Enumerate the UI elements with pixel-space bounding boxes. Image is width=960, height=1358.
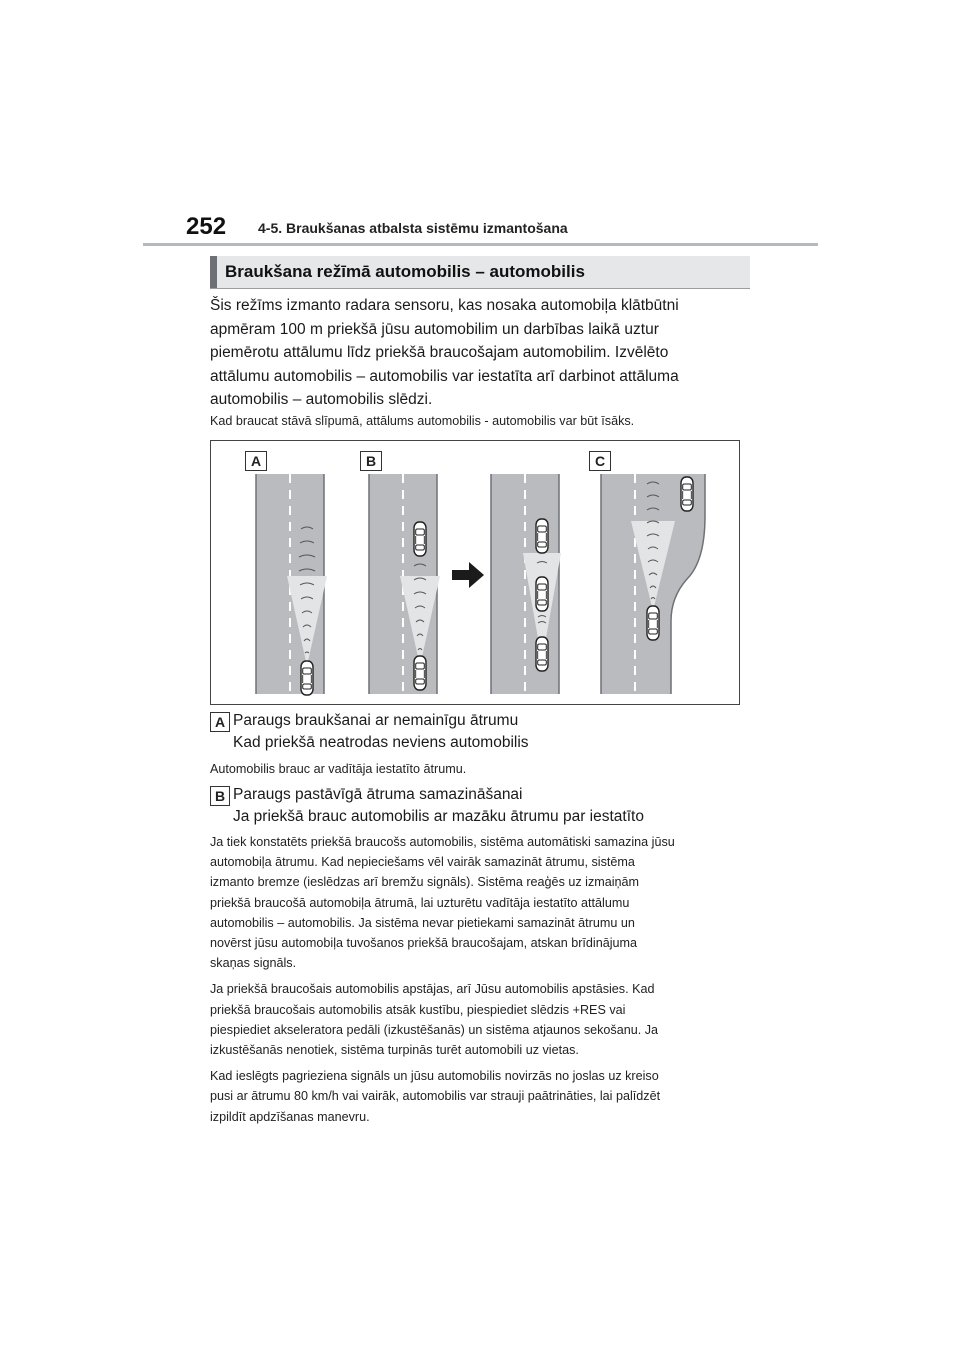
slope-note: Kad braucat stāvā slīpumā, attālums automobilis - automobilis var būt īsāks. [210,414,635,428]
item-a-description: Automobilis brauc ar vadītāja iestatīto ātrumu. [210,762,467,776]
item-b-badge: B [210,786,230,806]
road-a [256,474,327,695]
text-line: izmanto bremze (ieslēdzas arī bremžu signāls). Sistēma reaģēs uz izmaiņām [210,875,640,890]
text-line: automobilis – automobilis. Ja sistēma nevar pietiekami samazināt ātrumu un [210,915,635,930]
section-heading-bar [210,256,750,289]
item-b-paragraph-3 [210,1066,750,1127]
item-a-badge: A [210,712,230,732]
text-line: Ja tiek konstatēts priekšā braucošs automobilis, sistēma automātiski samazina jūsu [210,835,675,849]
text-line: novērst jūsu automobiļa tuvošanos priekšā braucošajam, atskan brīdinājuma [210,936,638,951]
own-car-icon [536,577,548,611]
page-number: 252 [186,213,227,240]
text-line: piespiediet akseleratora pedāli (izkustēšanās) un sistēma atjaunos sekošanu. Ja [210,1022,659,1037]
section-title: Braukšana režīmā automobilis – automobilis [225,262,585,281]
item-b-title: Paraugs pastāvīgā ātruma samazināšanai [233,786,523,803]
item-b-heading [233,784,644,828]
own-car-icon [647,606,659,640]
intro-line: piemērotu attālumu līdz priekšā braucošajam automobilim. Izvēlēto [210,344,669,361]
leading-car-icon [536,519,548,553]
road-c [601,474,705,694]
text-line: automobiļa ātrumu. Kad nepieciešams vēl vairāk samazināt ātrumu, sistēma [210,855,635,870]
item-b-subtitle: Ja priekšā brauc automobilis ar mazāku ātrumu par iestatīto [233,808,644,825]
text-line: izpildīt apdzīšanas manevru. [210,1109,370,1124]
merging-car-icon [681,477,693,511]
text-line: Ja priekšā braucošais automobilis apstājas, arī Jūsu automobilis apstāsies. Kad [210,982,655,997]
intro-line: apmēram 100 m priekšā jūsu automobilim un darbības laikā uztur [210,320,659,338]
item-a-title: Paraugs braukšanai ar nemainīgu ātrumu [233,712,519,729]
item-b-body [210,832,750,1133]
chapter-title: 4-5. Braukšanas atbalsta sistēmu izmantošana [258,220,568,236]
following-car-icon [536,637,548,671]
item-a [210,710,755,756]
text-line: pusi ar ātrumu 80 km/h vai vairāk, automobilis var strauji paātrināties, lai palīdzēt [210,1089,661,1104]
own-car-icon [301,661,313,695]
arrow-right-icon [452,562,484,588]
item-b [210,784,755,830]
text-line: skaņas signāls. [210,956,297,971]
own-car-icon [414,656,426,690]
road-b [369,474,440,694]
road-b-result [491,474,561,694]
item-b-paragraph-1 [210,832,750,973]
item-a-subtitle: Kad priekšā neatrodas neviens automobilis [233,734,529,751]
intro-paragraph [210,294,750,412]
item-a-heading [233,710,529,754]
figure-label-c: C [589,451,611,471]
figure-label-a: A [245,451,267,471]
intro-line: automobilis – automobilis slēdzi. [210,391,433,408]
leading-car-icon [414,522,426,556]
text-line: izkustēšanās nenotiek, sistēma turpinās turēt automobili uz vietas. [210,1043,579,1058]
intro-line: Šis režīms izmanto radara sensoru, kas nosaka automobiļa klātbūtni [210,297,679,314]
road-diagram [211,441,741,706]
radar-illustration [210,440,740,705]
figure-label-b: B [360,451,382,471]
intro-line: attālumu automobilis – automobilis var iestatīta arī darbinot attāluma [210,367,679,385]
item-b-paragraph-2 [210,979,750,1060]
text-line: Kad ieslēgts pagrieziena signāls un jūsu automobilis novirzās no joslas uz kreiso [210,1069,659,1084]
text-line: priekšā braucošais automobilis atsāk kustību, piespiediet slēdzis +RES vai [210,1002,626,1017]
text-line: priekšā braucošā automobiļa ātrumā, lai uzturētu vadītāja iestatīto attālumu [210,895,630,910]
header-divider [143,243,818,246]
section-accent [210,256,217,288]
